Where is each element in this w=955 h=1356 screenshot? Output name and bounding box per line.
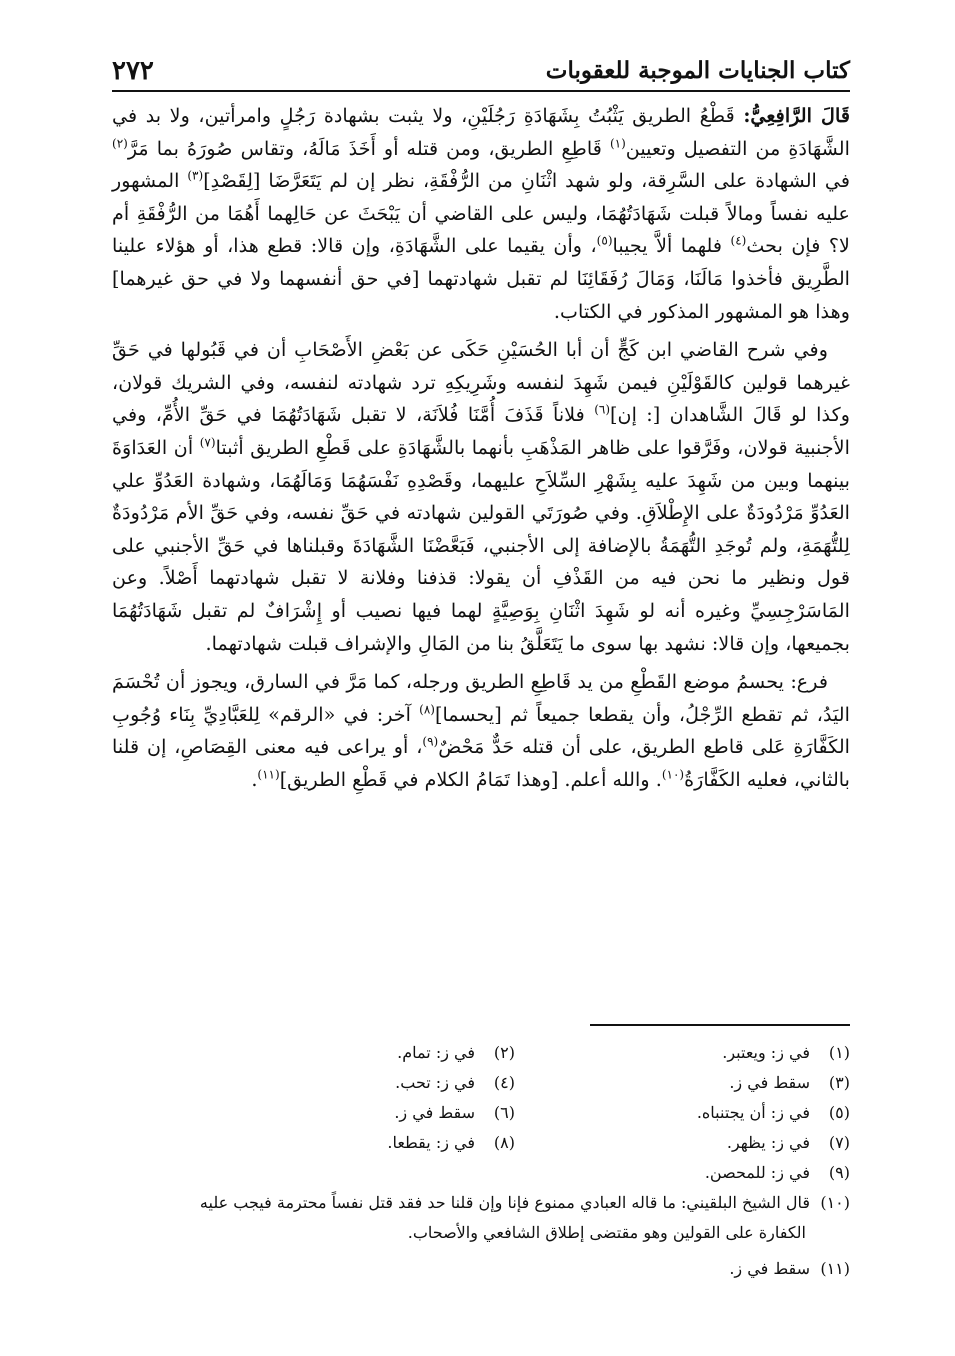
footnote-text: في ز: تمام. bbox=[397, 1043, 475, 1062]
footnote-number: (٩) bbox=[828, 1163, 850, 1182]
text-segment: فلهما ألاَّ يجيبا bbox=[612, 234, 731, 258]
footnote-ref: (٥) bbox=[596, 233, 613, 248]
footnote bbox=[635, 1098, 850, 1128]
footnote-ref: (٣) bbox=[187, 168, 204, 183]
text-segment: ، أو يراعى فيه معنى القِصَاصِ، إن قلنا بالثاني، فعليه الكَفَّارَةُ bbox=[112, 735, 850, 791]
footnote-ref: (٧) bbox=[199, 435, 216, 450]
footnote-number: (٥) bbox=[828, 1103, 850, 1122]
footnote-number: (٨) bbox=[493, 1133, 515, 1152]
footnote-11 bbox=[112, 1254, 850, 1284]
footnote-ref: (٩) bbox=[422, 734, 439, 749]
footnote-number: (١٠) bbox=[820, 1193, 850, 1212]
footnote-ref: (١) bbox=[609, 136, 626, 151]
footnote-text: في ز: يظهر. bbox=[726, 1133, 810, 1152]
footnote bbox=[215, 1038, 515, 1068]
footnote-number: (١) bbox=[828, 1043, 850, 1062]
page-number: ٢٧٢ bbox=[112, 56, 154, 86]
footnote bbox=[215, 1068, 515, 1098]
footnote bbox=[635, 1068, 850, 1098]
footnotes bbox=[112, 1038, 850, 1284]
footnote bbox=[635, 1128, 850, 1158]
footnote-text: في ز: تحب. bbox=[395, 1073, 475, 1092]
page-header bbox=[112, 38, 850, 92]
footnote-line: الكفارة على القولين وهو مقتضى إطلاق الشافعي والأصحاب. bbox=[407, 1223, 806, 1242]
text-segment: آخر: في «الرقم» لِلعَبَّادِيِّ بِنَاء وُجُوبِ الكَفَّارَةِ عَلى قاطع الطريق، على أن قتله حَدٌّ مَحْضٌ bbox=[112, 702, 850, 759]
footnote-number: (٤) bbox=[493, 1073, 515, 1092]
footnote-text: في ز: للمحصن. bbox=[704, 1163, 810, 1182]
paragraph-far bbox=[112, 666, 850, 796]
speaker-label: قَالَ الرَّافِعِيُّ: bbox=[743, 104, 850, 127]
footnote-ref: (٨) bbox=[419, 702, 435, 717]
footnote-text: سقط في ز. bbox=[729, 1073, 810, 1092]
footnote-ref: (٤) bbox=[730, 233, 747, 248]
footnote-text: سقط في ز. bbox=[729, 1259, 810, 1278]
text-segment: المشهور عليه نفساً ومالاً قبلت شَهَادَتُهُمَا، وليس على القاضي أن يَبْحَثَ عن حَالِهما أَهُمَا من الرُّفْقَةِ أم لا؟ فإن بحث bbox=[112, 169, 850, 258]
footnote bbox=[215, 1098, 515, 1128]
footnote-number: (٣) bbox=[828, 1073, 850, 1092]
footnote-separator bbox=[590, 1024, 850, 1026]
running-title: كتاب الجنايات الموجبة للعقوبات bbox=[545, 57, 850, 84]
footnote-text: قال الشيخ البلقيني: ما قاله العبادي ممنوع فإنا وإن قلنا حد فقد قتل نفساً محترمة فيجب عليه bbox=[199, 1193, 810, 1212]
text-segment: قَطْعُ الطريق يَثْبُتُ بِشَهَادَةِ رَجُلَيْنِ، ولا يثبت بشهادة رَجُلٍ وامرأتين، ولا بد في الشَّهَادَةِ من التفصيل وتعيين bbox=[112, 104, 850, 160]
paragraph-ibn-kajj bbox=[112, 334, 850, 660]
footnote-ref: (١٠) bbox=[661, 767, 685, 782]
text-segment: أن العَدَاوَةَ بينهما وبين من شَهِدَ عليه بِشَهْرِ السِّلاَحِ عليهما، وقَصْدِهِ نَفْسَهُمَا وَمَالَهُمَا، وشهادة العَدُوِّ علي العَدُوِّ مَرْدُودَةٌ على الإِطْلاَقِ. وفي صُورَتَي القولين شهادته في حَقِّ نفسه، وفي حَقِّ الأم مَرْدُودَةٌ لِلتُّهَمَةِ، ولم تُوجَدِ التُّهَمَةُ بالإضافة إلى الأجنبي، فَبَعَّضْنَا الشَّهَادَةَ وقبلناها في حَقِّ الأجنبي على قول ونظير ما نحن فيه من القَذْفِ أن يقولا: قذفنا وفلانة لا تقبل شهادتهما أَصْلاً. وعن المَاسَرْجِسِيِّ وغيره أنه لو شَهِدَ اثْنَانِ بِوَصِيَّةٍ لهما فيها نصيب أو إِشْرَافٌ لم تقبل شَهَادَتُهُمَا بجميعها، وإن قالا: نشهد بها سوى ما يَتَعَلَّقُ بنا من المَالِ والإشراف قبلت شهادتهما. bbox=[112, 435, 850, 655]
footnote-column-odd bbox=[635, 1038, 850, 1188]
footnote-number: (٧) bbox=[828, 1133, 850, 1152]
text-segment: في الشهادة على السَّرِقة، ولو شهد اثْنَانِ من الرُّفْقَةِ، نظر إن لم يَتَعَرَّضَا [لِقَصْدِ] bbox=[203, 169, 850, 193]
footnote-10 bbox=[112, 1188, 850, 1248]
footnote-text: في ز: ويعتبر. bbox=[722, 1043, 810, 1062]
text-segment: ، وأن يقيما على الشَّهَادَةِ، وإن قالا: قطع هذا، أو هؤلاء علينا الطَّرِيق فأخذوا مَالَنَا، وَمَالَ رُفَقَائِنَا لم تقبل شهادتهما [في حق أنفسهما ولا في حق غيرهما] وهذا هو المشهور المذكور في الكتاب. bbox=[112, 234, 850, 323]
footnote-number: (١١) bbox=[820, 1259, 850, 1278]
footnote bbox=[635, 1158, 850, 1188]
footnote-columns bbox=[112, 1038, 850, 1188]
footnote-text: في ز: يقطعا. bbox=[387, 1133, 475, 1152]
footnote-number: (٦) bbox=[493, 1103, 515, 1122]
main-text bbox=[112, 100, 850, 802]
footnote-line bbox=[112, 1188, 850, 1218]
footnote-column-even bbox=[215, 1038, 515, 1188]
text-segment: فلاناً قَذَفَ أُمَّنَا فُلاَنَة، لا تقبل شَهَادَتُهُمَا في حَقِّ الأُمِّ، وفي الأجنبية قولان، وفَرَّقوا على ظاهر المَذْهَبِ بأنهما بالشَّهَادَةِ على قَطْعِ الطريق أثبتا bbox=[112, 403, 850, 459]
text-segment: فرع: يحسمُ موضع القَطْعِ من يد قَاطِعِ الطريق ورجله، كما مَرَّ في السارق، ويجوز أن تُحْسَمَ اليَدُ، ثم تقطع الرِّجْلُ، وأن يقطعا جميعاً ثم [يحسما] bbox=[112, 670, 850, 726]
text-segment: . والله أعلم. [وهذا تَمَامُ الكلام في قَطْعِ الطريق] bbox=[279, 767, 662, 791]
footnote-ref: (٦) bbox=[594, 402, 611, 417]
text-segment: . bbox=[251, 767, 258, 791]
footnote-text: في ز: أن يجتنباه. bbox=[696, 1103, 810, 1122]
footnote-number: (٢) bbox=[493, 1043, 515, 1062]
text-segment: قَاطِعِ الطريق، ومن قتله أو أَخَذَ مَالَهُ، وتقاس صُورَهُ بما مَرَّ bbox=[127, 136, 610, 160]
paragraph-rafii bbox=[112, 100, 850, 328]
footnote bbox=[215, 1128, 515, 1158]
footnote-ref: (١١) bbox=[257, 767, 280, 782]
text-segment: وفي شرح القاضي ابن كَجٍّ أن أبا الحُسَيْنِ حَكَى عن بَعْضِ الأَصْحَابِ أن في قَبُولها في حَقِّ غيرهما قولين كالقَوْلَيْنِ فيمن شَهِدَ لنفسه وشَرِيكِهِ ترد شهادته لنفسه، وفي الشريك قولان، وكذا لو قَالَ الشَّاهدان [: إن] bbox=[112, 338, 850, 427]
footnote-ref: (٢) bbox=[112, 136, 128, 151]
footnote bbox=[635, 1038, 850, 1068]
footnote-text: سقط في ز. bbox=[394, 1103, 475, 1122]
